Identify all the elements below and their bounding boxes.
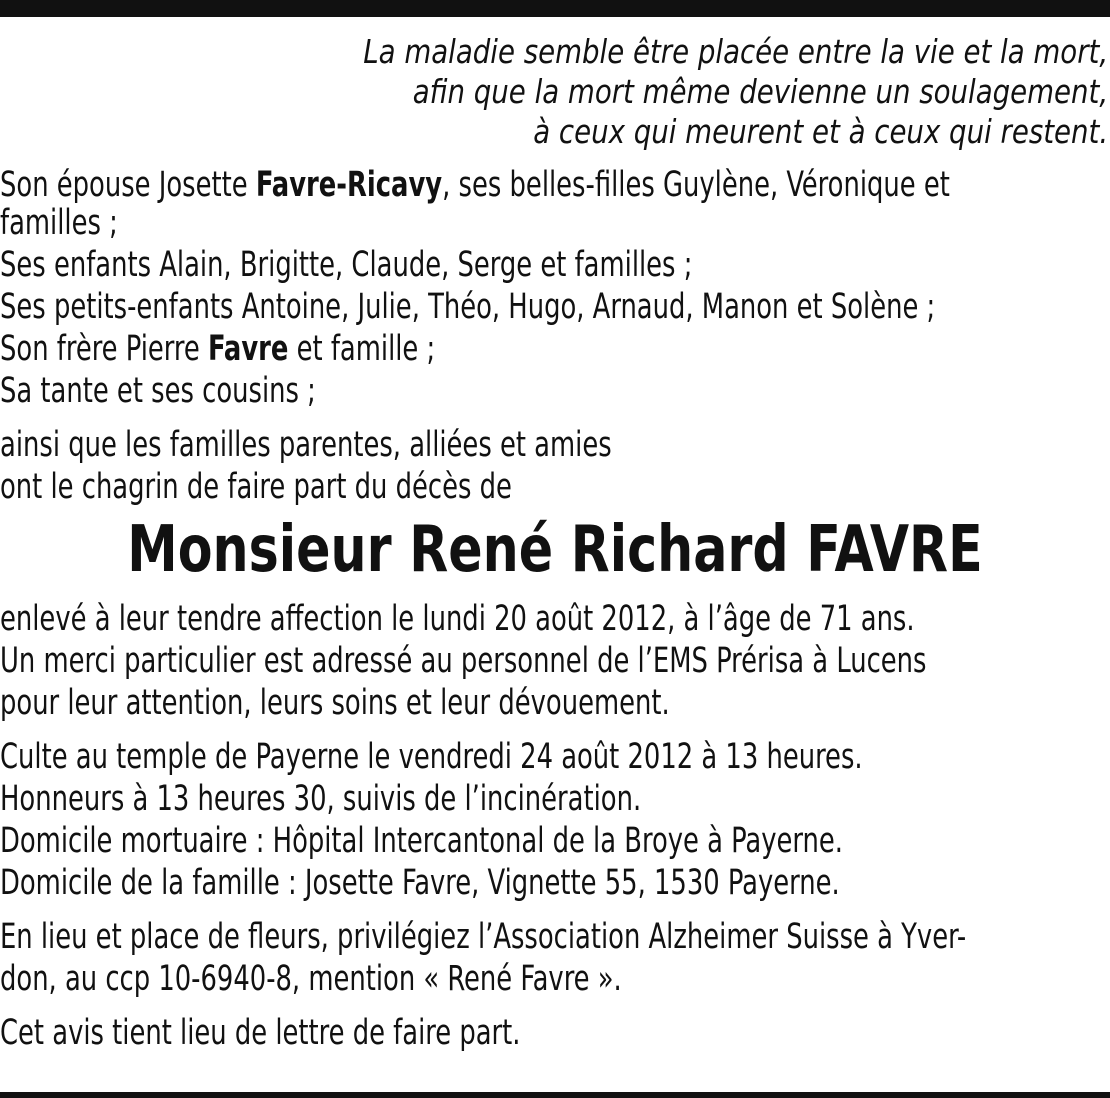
obituary-notice	[0, 32, 1110, 1054]
epigraph	[0, 32, 1110, 152]
details	[0, 598, 1110, 724]
deceased-name: Monsieur René Richard FAVRE	[127, 513, 983, 587]
family-line: familles ;	[0, 203, 118, 243]
donation-line: don, au ccp 10-6940-8, mention « René Favre ».	[0, 959, 622, 999]
family-line	[0, 164, 950, 206]
ceremony-line: Culte au temple de Payerne le vendredi 24 août 2012 à 13 heures.	[0, 737, 863, 777]
donation-info	[0, 916, 1110, 1000]
epigraph-line: afin que la mort même devienne un soulagement,	[412, 72, 1109, 111]
ceremony-info	[0, 736, 1110, 904]
family-list	[0, 164, 1110, 412]
family-line: Ses petits-enfants Antoine, Julie, Théo, Hugo, Arnaud, Manon et Solène ;	[0, 287, 936, 327]
details-line: pour leur attention, leurs soins et leur dévouement.	[0, 683, 670, 723]
donation-line: En lieu et place de fleurs, privilégiez l’Association Alzheimer Suisse à Yver-	[0, 917, 967, 957]
announcement-line: ont le chagrin de faire part du décès de	[0, 467, 512, 507]
family-surname: Favre-Ricavy	[255, 165, 443, 205]
family-text: Son épouse Josette	[0, 165, 256, 205]
announcement	[0, 424, 1110, 508]
ceremony-line: Honneurs à 13 heures 30, suivis de l’incinération.	[0, 779, 642, 819]
family-line: Sa tante et ses cousins ;	[0, 371, 316, 411]
bottom-rule	[0, 1092, 1110, 1098]
closing-line: Cet avis tient lieu de lettre de faire part.	[0, 1013, 521, 1053]
ceremony-line: Domicile mortuaire : Hôpital Intercantonal de la Broye à Payerne.	[0, 821, 843, 861]
top-rule	[0, 0, 1110, 17]
epigraph-line: La maladie semble être placée entre la vie et la mort,	[363, 32, 1109, 71]
details-line: enlevé à leur tendre affection le lundi 20 août 2012, à l’âge de 71 ans.	[0, 599, 915, 639]
announcement-line: ainsi que les familles parentes, alliées et amies	[0, 425, 612, 465]
closing	[0, 1012, 1110, 1054]
family-text: et famille ;	[288, 329, 436, 369]
family-line: Ses enfants Alain, Brigitte, Claude, Serge et familles ;	[0, 245, 693, 285]
epigraph-line: à ceux qui meurent et à ceux qui restent.	[533, 112, 1109, 151]
ceremony-line: Domicile de la famille : Josette Favre, Vignette 55, 1530 Payerne.	[0, 863, 840, 903]
details-line: Un merci particulier est adressé au personnel de l’EMS Prérisa à Lucens	[0, 641, 927, 681]
family-surname: Favre	[207, 329, 289, 369]
family-line	[0, 328, 910, 370]
family-text: Son frère Pierre	[0, 329, 208, 369]
family-text: , ses belles-filles Guylène, Véronique et	[442, 165, 950, 205]
